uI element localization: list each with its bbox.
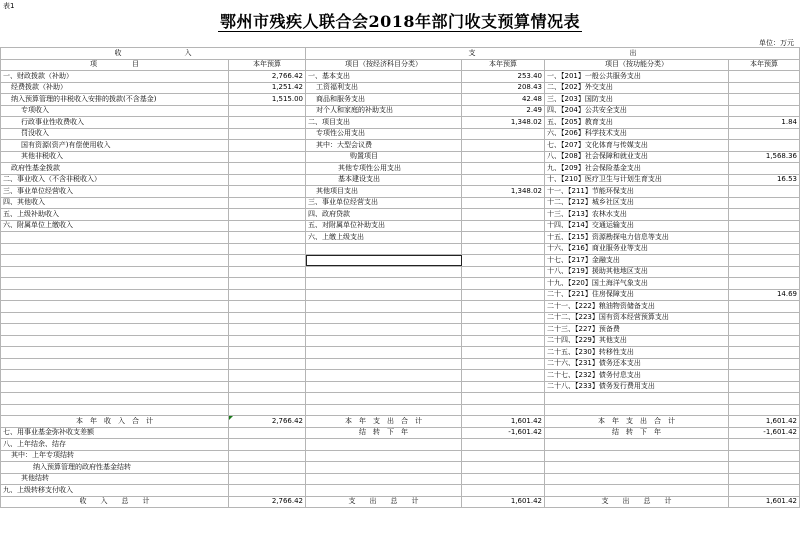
func-item-cell[interactable]: 二十六、【231】债务还本支出 <box>545 358 729 370</box>
unit-label: 单位：万元 <box>759 39 794 47</box>
econ-budget-cell[interactable] <box>462 151 545 163</box>
func-item-cell[interactable]: 三、【203】国防支出 <box>545 94 729 106</box>
income-item-cell[interactable] <box>1 393 229 405</box>
bottom-cell[interactable] <box>306 439 462 451</box>
func-budget-cell[interactable] <box>729 220 800 232</box>
econ-budget-cell[interactable] <box>462 140 545 152</box>
income-budget-cell[interactable] <box>229 174 306 186</box>
bottom-cell[interactable] <box>229 473 306 485</box>
col-econ-header[interactable]: 项目（按经济科目分类） <box>306 59 462 71</box>
econ-item-cell[interactable] <box>306 393 462 405</box>
income-budget-cell[interactable]: 1,515.00 <box>229 94 306 106</box>
income-budget-cell[interactable] <box>229 404 306 416</box>
econ-item-cell[interactable] <box>306 370 462 382</box>
econ-budget-cell[interactable] <box>462 324 545 336</box>
income-budget-cell[interactable] <box>229 209 306 221</box>
bottom-cell[interactable] <box>729 439 800 451</box>
bottom-cell[interactable]: 八、上年结余、结存 <box>1 439 229 451</box>
func-budget-cell[interactable] <box>729 404 800 416</box>
income-item-cell[interactable]: 一、财政拨款（补助） <box>1 71 229 83</box>
econ-budget-cell[interactable] <box>462 301 545 313</box>
income-budget-cell[interactable] <box>229 289 306 301</box>
income-budget-cell[interactable] <box>229 255 306 267</box>
income-budget-cell[interactable] <box>229 140 306 152</box>
econ-item-cell[interactable]: 其他专项性公用支出 <box>306 163 462 175</box>
econ-item-cell[interactable]: 专项性公用支出 <box>306 128 462 140</box>
econ-item-cell[interactable]: 三、事业单位经营支出 <box>306 197 462 209</box>
income-budget-cell[interactable] <box>229 117 306 129</box>
table-row <box>1 163 800 175</box>
func-item-cell[interactable]: 十六、【216】商业服务业等支出 <box>545 243 729 255</box>
table-row <box>1 140 800 152</box>
income-item-cell[interactable] <box>1 266 229 278</box>
func-budget-cell[interactable] <box>729 105 800 117</box>
income-item-cell[interactable] <box>1 347 229 359</box>
func-budget-cell[interactable] <box>729 197 800 209</box>
func-budget-cell[interactable]: 14.69 <box>729 289 800 301</box>
econ-budget-cell[interactable] <box>462 197 545 209</box>
header-row-2 <box>1 59 800 71</box>
func-item-cell[interactable]: 二十五、【230】转移性支出 <box>545 347 729 359</box>
income-total-value[interactable]: 2,766.42 <box>229 416 306 428</box>
expense-total-label[interactable]: 本 年 支 出 合 计 <box>306 416 462 428</box>
func-budget-cell[interactable] <box>729 255 800 267</box>
income-item-cell[interactable] <box>1 370 229 382</box>
bottom-cell[interactable] <box>545 450 729 462</box>
func-item-cell[interactable]: 十七、【217】金融支出 <box>545 255 729 267</box>
table-row <box>1 105 800 117</box>
econ-item-cell[interactable]: 一、基本支出 <box>306 71 462 83</box>
econ-budget-cell[interactable] <box>462 381 545 393</box>
bottom-cell[interactable] <box>545 473 729 485</box>
bottom-row <box>1 450 800 462</box>
income-item-cell[interactable]: 经费拨款（补助） <box>1 82 229 94</box>
col-budget-header[interactable]: 本年预算 <box>229 59 306 71</box>
table-row <box>1 278 800 290</box>
econ-item-cell[interactable]: 四、政府贷款 <box>306 209 462 221</box>
bottom-cell[interactable]: 其中：上年专项结转 <box>1 450 229 462</box>
func-budget-cell[interactable] <box>729 243 800 255</box>
grand-func-value[interactable]: 1,601.42 <box>729 496 800 508</box>
col-func-header[interactable]: 项目（按功能分类） <box>545 59 729 71</box>
col-budget2-header[interactable]: 本年预算 <box>462 59 545 71</box>
income-item-cell[interactable] <box>1 404 229 416</box>
econ-item-cell[interactable] <box>306 381 462 393</box>
func-budget-cell[interactable]: 16.53 <box>729 174 800 186</box>
bottom-cell[interactable] <box>462 439 545 451</box>
bottom-cell[interactable]: 结 转 下 年 <box>545 427 729 439</box>
econ-item-cell[interactable] <box>306 278 462 290</box>
func-budget-cell[interactable] <box>729 82 800 94</box>
func-budget-cell[interactable] <box>729 94 800 106</box>
func-item-cell[interactable] <box>545 393 729 405</box>
econ-item-cell[interactable]: 其他项目支出 <box>306 186 462 198</box>
func-budget-cell[interactable] <box>729 163 800 175</box>
econ-item-cell[interactable] <box>306 289 462 301</box>
func-budget-cell[interactable] <box>729 381 800 393</box>
econ-budget-cell[interactable]: 1,348.02 <box>462 186 545 198</box>
income-budget-cell[interactable] <box>229 358 306 370</box>
income-item-cell[interactable]: 纳入预算管理的非税收入安排的拨款(不含基金) <box>1 94 229 106</box>
table-row <box>1 94 800 106</box>
title-text: 鄂州市残疾人联合会2018年部门收支预算情况表 <box>219 12 581 31</box>
func-item-cell[interactable] <box>545 404 729 416</box>
sheet-tag: 表1 <box>3 2 15 10</box>
income-budget-cell[interactable] <box>229 347 306 359</box>
table-row <box>1 312 800 324</box>
func-budget-cell[interactable]: 1,568.36 <box>729 151 800 163</box>
grand-total-row <box>1 496 800 508</box>
econ-budget-cell[interactable] <box>462 358 545 370</box>
econ-item-cell[interactable]: 工资福利支出 <box>306 82 462 94</box>
bottom-cell[interactable] <box>545 485 729 497</box>
table-row <box>1 381 800 393</box>
func-item-cell[interactable]: 一、【201】一般公共服务支出 <box>545 71 729 83</box>
func-budget-cell[interactable] <box>729 393 800 405</box>
func-budget-cell[interactable] <box>729 71 800 83</box>
econ-item-cell[interactable]: 购置项目 <box>306 151 462 163</box>
budget-table <box>0 47 800 508</box>
func-item-cell[interactable]: 十四、【214】交通运输支出 <box>545 220 729 232</box>
bottom-cell[interactable] <box>545 439 729 451</box>
income-item-cell[interactable] <box>1 243 229 255</box>
func-budget-cell[interactable] <box>729 358 800 370</box>
econ-item-cell[interactable] <box>306 324 462 336</box>
func-total-label[interactable]: 本 年 支 出 合 计 <box>545 416 729 428</box>
econ-item-cell[interactable] <box>306 404 462 416</box>
bottom-cell[interactable] <box>729 473 800 485</box>
bottom-cell[interactable] <box>462 473 545 485</box>
table-row <box>1 197 800 209</box>
func-budget-cell[interactable] <box>729 278 800 290</box>
econ-budget-cell[interactable]: 2.49 <box>462 105 545 117</box>
econ-budget-cell[interactable] <box>462 174 545 186</box>
col-budget3-header[interactable]: 本年预算 <box>729 59 800 71</box>
econ-item-cell[interactable] <box>306 358 462 370</box>
income-item-cell[interactable]: 三、事业单位经营收入 <box>1 186 229 198</box>
income-budget-cell[interactable] <box>229 393 306 405</box>
income-budget-cell[interactable] <box>229 381 306 393</box>
func-item-cell[interactable]: 四、【204】公共安全支出 <box>545 105 729 117</box>
table-row <box>1 393 800 405</box>
func-item-cell[interactable]: 十三、【213】农林水支出 <box>545 209 729 221</box>
grand-income-value[interactable]: 2,766.42 <box>229 496 306 508</box>
econ-budget-cell[interactable] <box>462 220 545 232</box>
table-row <box>1 301 800 313</box>
econ-item-cell[interactable]: 五、对附属单位补助支出 <box>306 220 462 232</box>
econ-item-cell[interactable]: 基本建设支出 <box>306 174 462 186</box>
income-item-cell[interactable] <box>1 301 229 313</box>
income-budget-cell[interactable] <box>229 105 306 117</box>
econ-budget-cell[interactable] <box>462 278 545 290</box>
econ-budget-cell[interactable]: 253.40 <box>462 71 545 83</box>
bottom-cell[interactable]: 九、上级转移支付收入 <box>1 485 229 497</box>
grand-expense-label[interactable]: 支 出 总 计 <box>306 496 462 508</box>
income-item-cell[interactable]: 国有资源(资产)有偿使用收入 <box>1 140 229 152</box>
func-budget-cell[interactable] <box>729 186 800 198</box>
table-row <box>1 266 800 278</box>
func-item-cell[interactable]: 二十一、【222】粮油物资储备支出 <box>545 301 729 313</box>
bottom-cell[interactable]: 纳入预算管理的政府性基金结转 <box>1 462 229 474</box>
income-budget-cell[interactable] <box>229 186 306 198</box>
econ-budget-cell[interactable] <box>462 209 545 221</box>
bottom-cell[interactable] <box>229 485 306 497</box>
income-budget-cell[interactable] <box>229 197 306 209</box>
bottom-cell[interactable] <box>229 450 306 462</box>
econ-budget-cell[interactable] <box>462 370 545 382</box>
econ-budget-cell[interactable]: 42.48 <box>462 94 545 106</box>
econ-item-cell[interactable] <box>306 266 462 278</box>
table-row <box>1 82 800 94</box>
income-header[interactable]: 收 入 <box>1 48 306 60</box>
table-row <box>1 243 800 255</box>
bottom-cell[interactable] <box>306 485 462 497</box>
income-budget-cell[interactable] <box>229 151 306 163</box>
econ-budget-cell[interactable] <box>462 393 545 405</box>
income-budget-cell[interactable] <box>229 335 306 347</box>
func-item-cell[interactable]: 二十四、【229】其他支出 <box>545 335 729 347</box>
table-row <box>1 404 800 416</box>
econ-budget-cell[interactable] <box>462 335 545 347</box>
table-row <box>1 335 800 347</box>
income-item-cell[interactable]: 罚没收入 <box>1 128 229 140</box>
table-row <box>1 117 800 129</box>
income-budget-cell[interactable] <box>229 278 306 290</box>
table-row <box>1 128 800 140</box>
income-budget-cell[interactable] <box>229 312 306 324</box>
func-item-cell[interactable]: 八、【208】社会保障和就业支出 <box>545 151 729 163</box>
func-budget-cell[interactable] <box>729 347 800 359</box>
econ-budget-cell[interactable] <box>462 255 545 267</box>
income-item-cell[interactable] <box>1 358 229 370</box>
bottom-cell[interactable] <box>229 462 306 474</box>
income-budget-cell[interactable] <box>229 128 306 140</box>
econ-budget-cell[interactable] <box>462 163 545 175</box>
income-budget-cell[interactable] <box>229 220 306 232</box>
func-item-cell[interactable]: 二、【202】外交支出 <box>545 82 729 94</box>
func-item-cell[interactable]: 二十二、【223】国有资本经营预算支出 <box>545 312 729 324</box>
func-budget-cell[interactable] <box>729 301 800 313</box>
func-item-cell[interactable]: 二十八、【233】债务发行费用支出 <box>545 381 729 393</box>
table-row <box>1 324 800 336</box>
econ-item-cell[interactable] <box>306 347 462 359</box>
bottom-cell[interactable] <box>462 462 545 474</box>
econ-budget-cell[interactable]: 1,348.02 <box>462 117 545 129</box>
func-item-cell[interactable]: 七、【207】文化体育与传媒支出 <box>545 140 729 152</box>
bottom-cell[interactable] <box>729 450 800 462</box>
bottom-row <box>1 485 800 497</box>
income-item-cell[interactable]: 专项收入 <box>1 105 229 117</box>
bottom-cell[interactable] <box>729 462 800 474</box>
econ-item-cell[interactable] <box>306 312 462 324</box>
func-budget-cell[interactable] <box>729 312 800 324</box>
func-budget-cell[interactable] <box>729 370 800 382</box>
bottom-row <box>1 427 800 439</box>
grand-expense-value[interactable]: 1,601.42 <box>462 496 545 508</box>
income-budget-cell[interactable] <box>229 266 306 278</box>
income-item-cell[interactable]: 六、附属单位上缴收入 <box>1 220 229 232</box>
income-budget-cell[interactable] <box>229 232 306 244</box>
func-item-cell[interactable]: 十八、【219】援助其他地区支出 <box>545 266 729 278</box>
econ-item-cell[interactable]: 对个人和家庭的补助支出 <box>306 105 462 117</box>
bottom-row <box>1 473 800 485</box>
func-budget-cell[interactable] <box>729 266 800 278</box>
table-row <box>1 151 800 163</box>
bottom-cell[interactable] <box>545 462 729 474</box>
income-item-cell[interactable]: 五、上级补助收入 <box>1 209 229 221</box>
table-row <box>1 220 800 232</box>
table-row <box>1 174 800 186</box>
econ-budget-cell[interactable] <box>462 347 545 359</box>
bottom-cell[interactable]: 七、用事业基金弥补收支差额 <box>1 427 229 439</box>
bottom-cell[interactable]: 其他结转 <box>1 473 229 485</box>
bottom-cell[interactable] <box>462 450 545 462</box>
totals-row <box>1 416 800 428</box>
func-item-cell[interactable]: 十五、【215】资源勘探电力信息等支出 <box>545 232 729 244</box>
func-item-cell[interactable]: 十九、【220】国土海洋气象支出 <box>545 278 729 290</box>
func-item-cell[interactable]: 十、【210】医疗卫生与计划生育支出 <box>545 174 729 186</box>
econ-budget-cell[interactable] <box>462 128 545 140</box>
bottom-cell[interactable]: -1,601.42 <box>729 427 800 439</box>
econ-item-cell[interactable]: 商品和服务支出 <box>306 94 462 106</box>
func-item-cell[interactable]: 五、【205】教育支出 <box>545 117 729 129</box>
col-item-header[interactable]: 项 目 <box>1 59 229 71</box>
bottom-cell[interactable] <box>729 485 800 497</box>
income-budget-cell[interactable] <box>229 301 306 313</box>
func-item-cell[interactable]: 十一、【211】节能环保支出 <box>545 186 729 198</box>
bottom-cell[interactable] <box>462 485 545 497</box>
func-item-cell[interactable]: 十二、【212】城乡社区支出 <box>545 197 729 209</box>
grand-func-label[interactable]: 支 出 总 计 <box>545 496 729 508</box>
table-row <box>1 186 800 198</box>
income-budget-cell[interactable] <box>229 163 306 175</box>
table-row <box>1 358 800 370</box>
func-total-value[interactable]: 1,601.42 <box>729 416 800 428</box>
func-budget-cell[interactable] <box>729 324 800 336</box>
page-title <box>0 9 800 32</box>
income-item-cell[interactable] <box>1 289 229 301</box>
table-row <box>1 71 800 83</box>
table-row <box>1 255 800 267</box>
income-budget-cell[interactable] <box>229 324 306 336</box>
func-budget-cell[interactable]: 1.84 <box>729 117 800 129</box>
income-total-label[interactable]: 本 年 收 入 合 计 <box>1 416 229 428</box>
func-item-cell[interactable]: 二十七、【232】债务付息支出 <box>545 370 729 382</box>
income-item-cell[interactable]: 二、事业收入（不含非税收入） <box>1 174 229 186</box>
income-item-cell[interactable] <box>1 232 229 244</box>
table-row <box>1 347 800 359</box>
bottom-cell[interactable] <box>229 427 306 439</box>
func-budget-cell[interactable] <box>729 335 800 347</box>
income-budget-cell[interactable] <box>229 243 306 255</box>
econ-item-cell[interactable]: 其中：大型会议费 <box>306 140 462 152</box>
table-row <box>1 370 800 382</box>
income-budget-cell[interactable]: 2,766.42 <box>229 71 306 83</box>
econ-item-cell[interactable] <box>306 243 462 255</box>
bottom-cell[interactable] <box>306 462 462 474</box>
econ-item-cell[interactable] <box>306 255 462 267</box>
table-row <box>1 209 800 221</box>
expense-total-value[interactable]: 1,601.42 <box>462 416 545 428</box>
func-budget-cell[interactable] <box>729 140 800 152</box>
econ-budget-cell[interactable]: 208.43 <box>462 82 545 94</box>
econ-budget-cell[interactable] <box>462 232 545 244</box>
income-budget-cell[interactable]: 1,251.42 <box>229 82 306 94</box>
func-budget-cell[interactable] <box>729 232 800 244</box>
income-item-cell[interactable]: 其他非税收入 <box>1 151 229 163</box>
income-item-cell[interactable] <box>1 278 229 290</box>
func-budget-cell[interactable] <box>729 209 800 221</box>
econ-budget-cell[interactable] <box>462 312 545 324</box>
bottom-cell[interactable]: 结 转 下 年 <box>306 427 462 439</box>
func-item-cell[interactable]: 二十、【221】住房保障支出 <box>545 289 729 301</box>
income-item-cell[interactable] <box>1 324 229 336</box>
income-item-cell[interactable] <box>1 255 229 267</box>
func-item-cell[interactable]: 九、【209】社会保险基金支出 <box>545 163 729 175</box>
econ-budget-cell[interactable] <box>462 404 545 416</box>
econ-budget-cell[interactable] <box>462 289 545 301</box>
income-item-cell[interactable]: 政府性基金拨款 <box>1 163 229 175</box>
income-item-cell[interactable]: 四、其他收入 <box>1 197 229 209</box>
bottom-cell[interactable]: -1,601.42 <box>462 427 545 439</box>
econ-budget-cell[interactable] <box>462 266 545 278</box>
bottom-row <box>1 439 800 451</box>
table-row <box>1 232 800 244</box>
econ-item-cell[interactable] <box>306 335 462 347</box>
expense-header[interactable]: 支 出 <box>306 48 800 60</box>
econ-item-cell[interactable]: 六、上缴上级支出 <box>306 232 462 244</box>
header-row-1 <box>1 48 800 60</box>
econ-budget-cell[interactable] <box>462 243 545 255</box>
grand-income-label[interactable]: 收 入 总 计 <box>1 496 229 508</box>
income-item-cell[interactable] <box>1 381 229 393</box>
func-item-cell[interactable]: 二十三、【227】预备费 <box>545 324 729 336</box>
income-item-cell[interactable] <box>1 312 229 324</box>
bottom-row <box>1 462 800 474</box>
econ-item-cell[interactable] <box>306 301 462 313</box>
func-budget-cell[interactable] <box>729 128 800 140</box>
table-row <box>1 289 800 301</box>
bottom-cell[interactable] <box>306 473 462 485</box>
income-item-cell[interactable] <box>1 335 229 347</box>
income-budget-cell[interactable] <box>229 370 306 382</box>
econ-item-cell[interactable]: 二、项目支出 <box>306 117 462 129</box>
func-item-cell[interactable]: 六、【206】科学技术支出 <box>545 128 729 140</box>
bottom-cell[interactable] <box>229 439 306 451</box>
income-item-cell[interactable]: 行政事业性收费收入 <box>1 117 229 129</box>
bottom-cell[interactable] <box>306 450 462 462</box>
